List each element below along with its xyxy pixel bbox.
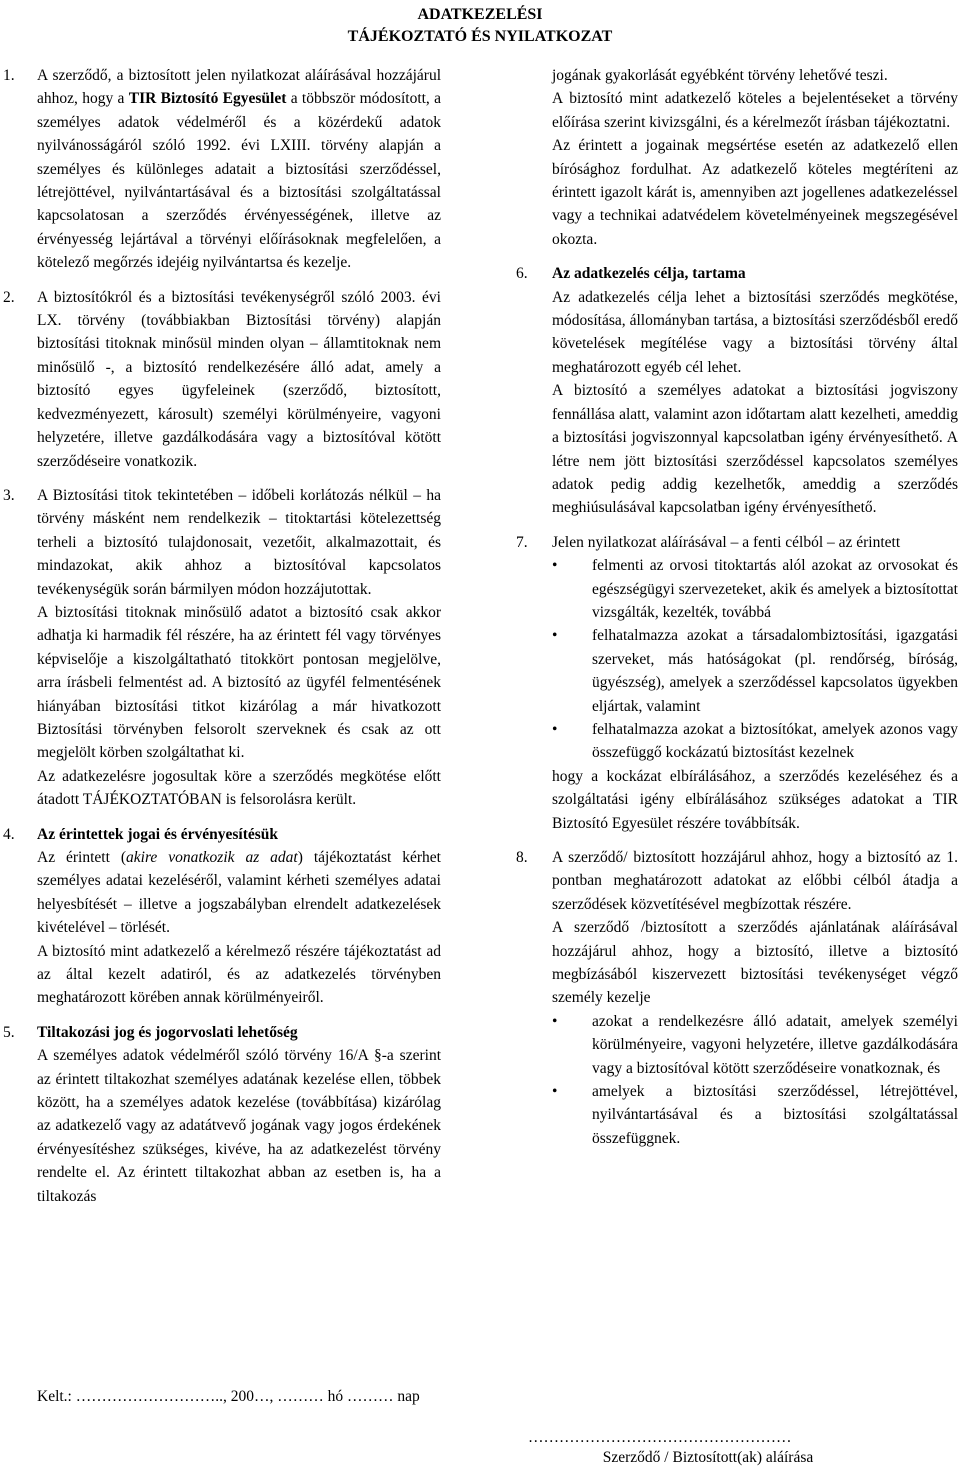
section-8-p2: A szerződő /biztosított a szerződés ajánlatának aláírásával hozzájárul ahhoz, hogy a biztosító, illetve a biztosító megbízásából kiszervezett biztosítási tevékenységet végző személy kezelje — [552, 919, 958, 1007]
section-8 — [516, 846, 958, 1150]
bullet-icon: • — [552, 557, 558, 575]
section-8-p1: A szerződő/ biztosított hozzájárul ahhoz, hogy a biztosító az 1. pontban meghatározott adatokat az előbbi célból átadja a szerződések közvetítésével megbízottak részére. — [552, 849, 958, 913]
company-name: TIR Biztosító Egyesület — [128, 90, 287, 108]
signature-label: Szerződő / Biztosított(ak) aláírása — [602, 1449, 814, 1466]
signature-line: …………………………………………… — [528, 1429, 792, 1446]
section-2-text: A biztosítókról és a biztosítási tevékenységről szóló 2003. évi LX. törvény (továbbiakban Biztosítási törvény) alapján biztosítási titoknak minősül minden olyan – államtitoknak nem minősülő -, a biztosító rendelkezésére álló adat, amely a biztosító egyes ügyfeleinek (szerződő, biztosított, kedvezményezett, károsult) személyi körülményeire, vagyoni helyzetére, illetve gazdálkodására vagy a biztosítóval kötött szerződéseire vonatkozik. — [37, 288, 441, 470]
section-7-p2: hogy a kockázat elbírálásához, a szerződés kezeléséhez és a szolgáltatási igény elbírálásához szükséges adatokat a TIR Biztosító Egyesület részére továbbítsák. — [552, 767, 958, 832]
section-2 — [3, 286, 441, 473]
section-5-continued — [552, 64, 958, 251]
bullet-icon: • — [552, 627, 558, 645]
section-3-p2: A biztosítási titoknak minősülő adatot a biztosító csak akkor adhatja ki harmadik fél részére, ha az érintett fél vagy törvényes képviselője a kiszolgáltatható titokkört pontosan megjelölve, arra írásbeli felmentést ad. A biztosító az ügyfél felmentésének hiányában biztosítási titkot kizárólag a már hivatkozott Biztosítási törvényben felsorolt szerveknek és csak az ott megjelölt körben szolgáltathat ki. — [37, 603, 441, 762]
section-4-p1: Az érintett (akire vonatkozik az adat) tájékoztatást kérhet személyes adatai kezeléséről, valamint kérheti személyes adatai helyesbítését – illetve a jogszabályban elrendelt adatkezelések kivételével – törlését. — [37, 849, 441, 937]
section-number: 1. — [3, 67, 15, 84]
bullet-icon: • — [552, 1083, 558, 1101]
section-1-text: A szerződő, a biztosított jelen nyilatkozat aláírásával hozzájárul ahhoz, hogy a TIR Biztosító Egyesület a többször módosított, a személyes adatok védelméről és a közérdekű adatok nyilvánosságáról szóló 1992. évi LXIII. törvény alapján a személyes és különleges adatait a biztosítási szerződéssel, létrejöttével, nyilvántartásával és a biztosítási szolgáltatással kapcsolatosan a szerződés érvényességének, illetve az érvényesség lejártával a törvényi előírásoknak megfelelően, a kötelező megőrzés idejéig nyilvántartsa és kezelje. — [37, 67, 442, 272]
list-item: • felmenti az orvosi titoktartás alól azokat az orvosokat és egészségügyi szervezeteket, akik és amelyek a biztosítottat vizsgálták, kezelték, továbbá — [552, 554, 958, 624]
bullet-icon: • — [552, 1012, 558, 1030]
continued-p2: A biztosító mint adatkezelő köteles a bejelentéseket a törvény előírása szerint kivizsgálni, és a kérelmezőt írásban tájékoztatni. — [552, 90, 958, 131]
list-item: • felhatalmazza azokat a biztosítókat, amelyek azonos vagy összefüggő kockázatú biztosítást kezelnek — [552, 718, 958, 765]
document-title — [300, 4, 660, 48]
section-3-p1: A Biztosítási titok tekintetében – időbeli korlátozás nélkül – ha törvény másként nem rendelkezik – titoktartási kötelezettség terheli a biztosító tulajdonosait, vezetőit, alkalmazottait, és mindazokat, akik ahhoz a biztosítóval kapcsolatos tevékenységük során bármilyen módon hozzájutottak. — [37, 486, 441, 598]
section-number: 7. — [516, 533, 528, 551]
section-1 — [3, 64, 442, 275]
list-item: • azokat a rendelkezésre álló adatait, amelyek személyi körülményeire, vagyoni helyzetére, illetve gazdálkodására vagy a biztosítóval kötött szerződéseire vonatkoznak, és — [552, 1010, 958, 1080]
section-6-p2: A biztosító a személyes adatokat a biztosítási jogviszony fennállása alatt, valamint azon időtartam alatt kezelheti, ameddig a biztosítási jogviszonnyal kapcsolatban igény érvényesíthető. A létre nem jött biztosítási szerződéssel kapcsolatos személyes adatok pedig addig kezelhetők, ameddig a szerződés meghiúsulásával kapcsolatban igény érvényesíthető. — [552, 382, 958, 517]
section-number: 5. — [3, 1023, 15, 1041]
section-number: 4. — [3, 825, 15, 843]
section-6-heading: Az adatkezelés célja, tartama — [552, 265, 746, 283]
section-7 — [516, 531, 958, 835]
section-number: 6. — [516, 265, 528, 283]
continued-p1: jogának gyakorlását egyébként törvény lehetővé teszi. — [552, 67, 888, 84]
section-7-p1: Jelen nyilatkozat aláírásával – a fenti célból – az érintett — [552, 533, 901, 551]
continued-p3: Az érintett a jogainak megsértése esetén az adatkezelő ellen bírósághoz fordulhat. Az adatkezelő köteles megtéríteni az érintett igazolt kárát is, amennyiben azt jogellenes adatkezeléssel vagy a technikai adatvédelem követelményeinek megszegésével okozta. — [552, 137, 958, 248]
section-5 — [3, 1021, 441, 1208]
section-4-heading: Az érintettek jogai és érvényesítésük — [37, 825, 279, 843]
section-3 — [3, 484, 441, 812]
bullet-icon: • — [552, 720, 558, 738]
title-line-1: ADATKEZELÉSI — [417, 6, 543, 23]
right-column — [516, 64, 958, 1150]
date-line: Kelt.: ……………………….., 200…, ……… hó ……… nap — [37, 1388, 420, 1405]
section-6 — [516, 262, 958, 519]
list-item: • felhatalmazza azokat a társadalombiztosítási, igazgatási szerveket, más hatóságokat (pl. rendőrség, bíróság, ügyészség), amelyek a szerződéssel kapcsolatos ügyekben eljártak, valamint — [552, 624, 958, 718]
section-number: 2. — [3, 288, 15, 306]
section-5-p1: A személyes adatok védelméről szóló törvény 16/A §-a szerint az érintett tiltakozhat személyes adatának kezelése ellen, többek között, ha a személyes adatok kezelése (továbbítása) kizárólag az adatkezelő vagy az adatátvevő jogának vagy jogos érdekének érvényesítéshez szükséges, kivéve, ha az adatkezelést törvény rendelte el. Az érintett tiltakozhat abban az esetben is, ha a tiltakozás — [37, 1047, 441, 1205]
section-4-p2: A biztosító mint adatkezelő a kérelmező részére tájékoztatást ad az által kezelt adatiról, és az adatkezelés törvényben meghatározott körében annak körülményeiről. — [37, 942, 441, 1007]
left-column — [3, 64, 442, 1208]
section-number: 8. — [516, 849, 528, 866]
list-item: • amelyek a biztosítási szerződéssel, létrejöttével, nyilvántartásával és a biztosítási szolgáltatással összefüggnek. — [552, 1080, 958, 1150]
section-6-p1: Az adatkezelés célja lehet a biztosítási szerződés megkötése, módosítása, állományban tartása, a biztosítási szerződésből eredő követelések megítélése vagy a biztosítási törvény által meghatározott egyéb cél lehet. — [552, 288, 958, 376]
section-5-heading: Tiltakozási jog és jogorvoslati lehetőség — [37, 1023, 298, 1041]
section-number: 3. — [3, 486, 15, 504]
section-3-p3: Az adatkezelésre jogosultak köre a szerződés megkötése előtt átadott TÁJÉKOZTATÓBAN is felsorolásra került. — [37, 767, 441, 809]
title-line-2: TÁJÉKOZTATÓ ÉS NYILATKOZAT — [347, 28, 613, 45]
section-4 — [3, 823, 441, 1010]
